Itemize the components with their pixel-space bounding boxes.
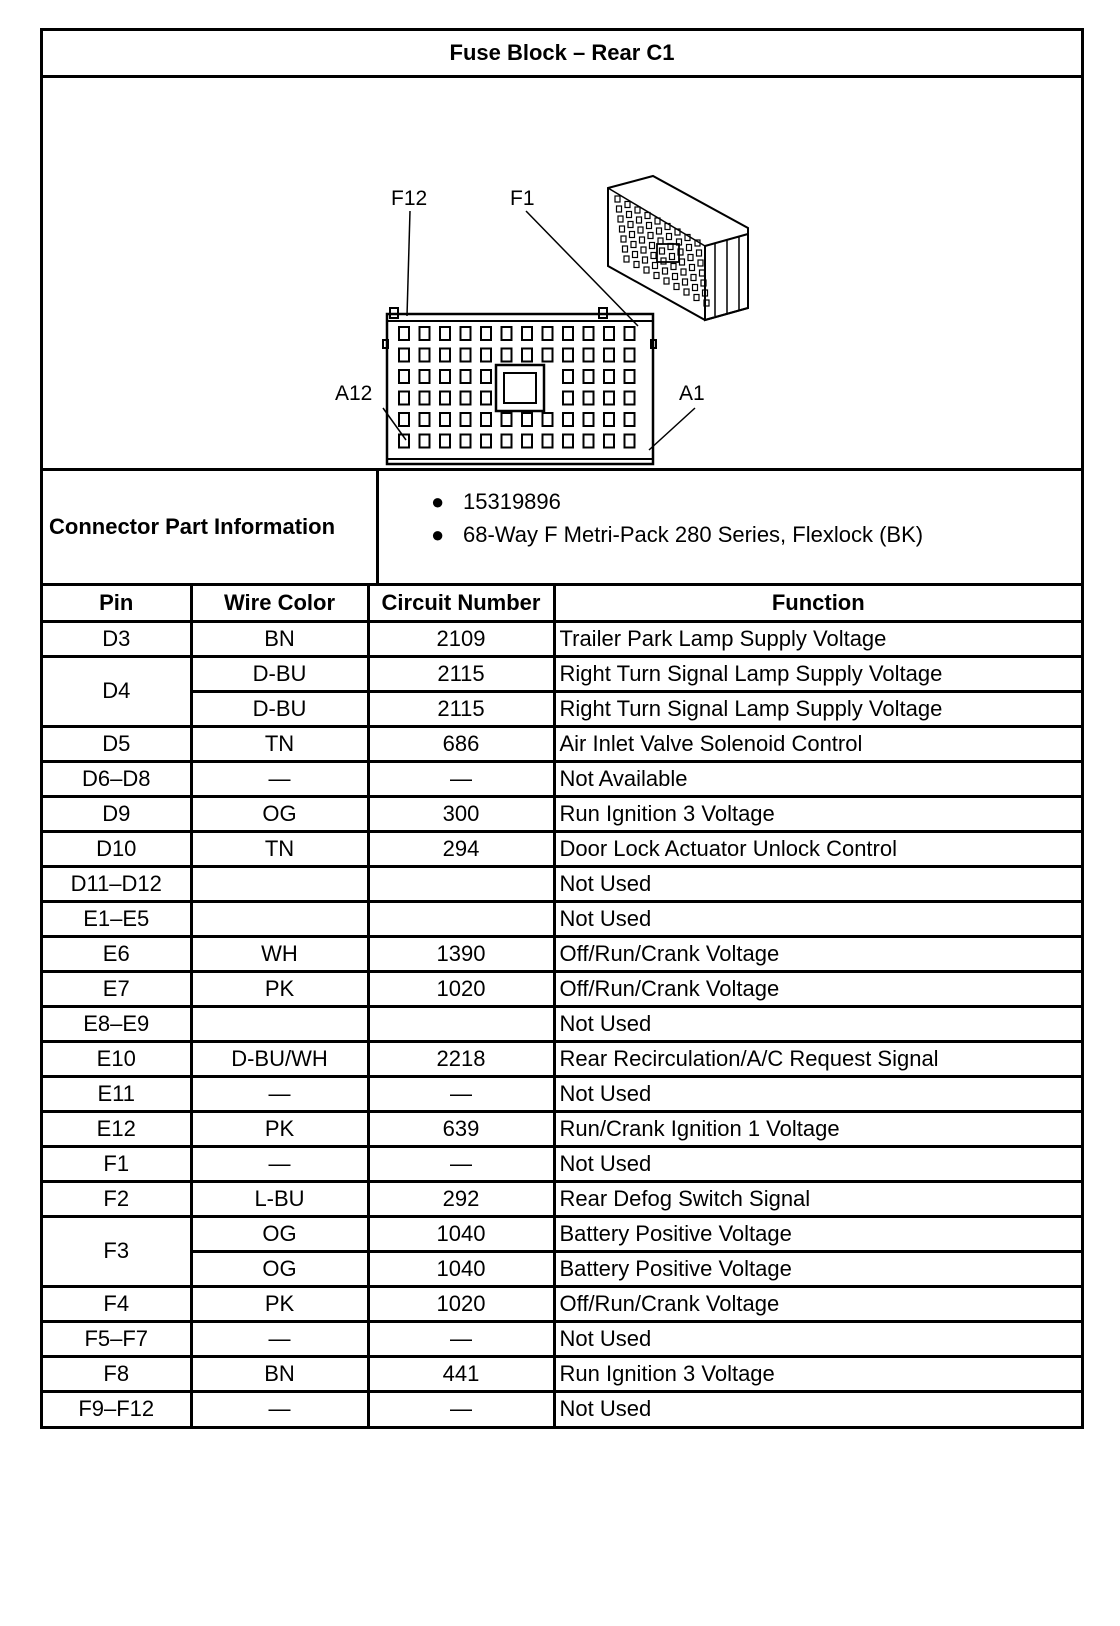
fuse-block-sheet: [40, 28, 1084, 1429]
terminal-cavity: [420, 435, 430, 448]
circuit-number-cell: 1040: [368, 1251, 554, 1286]
iso-cavity: [693, 285, 698, 291]
wire-color-cell: D-BU/WH: [191, 1041, 368, 1076]
iso-cavity: [618, 216, 623, 222]
terminal-cavity: [420, 370, 430, 383]
terminal-cavity: [481, 327, 491, 340]
terminal-cavity: [543, 435, 553, 448]
terminal-cavity: [481, 413, 491, 426]
iso-cavity: [625, 202, 630, 208]
circuit-number-cell: 1390: [368, 936, 554, 971]
terminal-cavity: [461, 370, 471, 383]
terminal-cavity: [543, 349, 553, 362]
table-row: [43, 1391, 1081, 1426]
wire-color-cell: PK: [191, 1111, 368, 1146]
function-cell: Not Used: [554, 866, 1081, 901]
table-row: [43, 866, 1081, 901]
iso-cavity: [688, 255, 693, 261]
terminal-cavity: [502, 349, 512, 362]
label-a12: A12: [335, 382, 373, 405]
pin-cell: F3: [43, 1216, 191, 1286]
connector-diagram: [43, 78, 1081, 471]
function-cell: Run Ignition 3 Voltage: [554, 796, 1081, 831]
terminal-cavity: [625, 370, 635, 383]
terminal-cavity: [625, 392, 635, 405]
terminal-cavity: [420, 392, 430, 405]
wire-color-cell: —: [191, 1391, 368, 1426]
terminal-cavity: [584, 392, 594, 405]
function-cell: Rear Recirculation/A/C Request Signal: [554, 1041, 1081, 1076]
leader-f1: [526, 211, 638, 326]
iso-cavity: [631, 242, 636, 248]
pin-cell: F8: [43, 1356, 191, 1391]
table-row: [43, 1041, 1081, 1076]
function-cell: Not Used: [554, 1006, 1081, 1041]
pin-cell: F9–F12: [43, 1391, 191, 1426]
pin-cell: E6: [43, 936, 191, 971]
terminal-cavity: [440, 435, 450, 448]
pin-cell: D4: [43, 656, 191, 726]
iso-cavity: [687, 245, 692, 251]
terminal-cavity: [399, 413, 409, 426]
terminal-cavity: [481, 370, 491, 383]
iso-cavity: [660, 248, 665, 254]
terminal-cavity: [584, 349, 594, 362]
function-cell: Off/Run/Crank Voltage: [554, 971, 1081, 1006]
terminal-cavity: [604, 435, 614, 448]
terminal-cavity: [563, 370, 573, 383]
connector-info-item: ● 68-Way F Metri-Pack 280 Series, Flexlock (BK): [431, 521, 924, 547]
terminal-cavity: [584, 413, 594, 426]
bullet-icon: ●: [431, 521, 445, 547]
circuit-number-cell: —: [368, 1076, 554, 1111]
terminal-cavity: [625, 413, 635, 426]
table-row: [43, 1356, 1081, 1391]
circuit-number-cell: [368, 1006, 554, 1041]
terminal-cavity: [502, 435, 512, 448]
terminal-cavity: [543, 327, 553, 340]
iso-cavity: [700, 270, 705, 276]
wire-color-cell: BN: [191, 621, 368, 656]
function-cell: Air Inlet Valve Solenoid Control: [554, 726, 1081, 761]
wire-color-cell: [191, 1006, 368, 1041]
pin-cell: E1–E5: [43, 901, 191, 936]
table-row: [43, 971, 1081, 1006]
circuit-number-cell: 2109: [368, 621, 554, 656]
circuit-number-cell: —: [368, 761, 554, 796]
wire-color-cell: TN: [191, 831, 368, 866]
function-cell: Off/Run/Crank Voltage: [554, 1286, 1081, 1321]
function-cell: Door Lock Actuator Unlock Control: [554, 831, 1081, 866]
terminal-cavity: [563, 392, 573, 405]
iso-cavity: [635, 207, 640, 213]
iso-cavity: [651, 253, 656, 259]
pin-cell: E12: [43, 1111, 191, 1146]
iso-cavity: [640, 237, 645, 243]
terminal-cavity: [481, 349, 491, 362]
iso-cavity: [674, 284, 679, 290]
iso-cavity: [657, 228, 662, 234]
function-cell: Right Turn Signal Lamp Supply Voltage: [554, 691, 1081, 726]
table-row: [43, 1006, 1081, 1041]
terminal-cavity: [604, 349, 614, 362]
circuit-number-cell: 1020: [368, 971, 554, 1006]
circuit-number-cell: 2218: [368, 1041, 554, 1076]
table-row: [43, 831, 1081, 866]
terminal-cavity: [563, 435, 573, 448]
circuit-number-cell: 441: [368, 1356, 554, 1391]
circuit-number-cell: —: [368, 1391, 554, 1426]
iso-cavity: [644, 267, 649, 273]
pin-cell: D9: [43, 796, 191, 831]
table-row: [43, 1216, 1081, 1251]
terminal-cavity: [440, 413, 450, 426]
label-f12: F12: [391, 187, 428, 210]
label-a1: A1: [679, 382, 705, 405]
iso-cavity: [691, 275, 696, 281]
pin-cell: D11–D12: [43, 866, 191, 901]
table-row: [43, 796, 1081, 831]
circuit-number-cell: 1020: [368, 1286, 554, 1321]
terminal-cavity: [563, 349, 573, 362]
iso-cavity: [648, 233, 653, 239]
wire-color-cell: OG: [191, 796, 368, 831]
iso-cavity: [623, 246, 628, 252]
iso-cavity: [690, 265, 695, 271]
function-cell: Off/Run/Crank Voltage: [554, 936, 1081, 971]
terminal-cavity: [584, 435, 594, 448]
header-wire-color: Wire Color: [191, 586, 368, 621]
terminal-cavity: [604, 413, 614, 426]
iso-cavity: [647, 223, 652, 229]
wire-color-cell: PK: [191, 1286, 368, 1321]
connector-info-label: Connector Part Information: [43, 471, 379, 583]
pin-cell: F5–F7: [43, 1321, 191, 1356]
circuit-number-cell: 292: [368, 1181, 554, 1216]
terminal-cavity: [625, 349, 635, 362]
iso-cavity: [633, 252, 638, 258]
iso-cavity: [680, 259, 685, 265]
terminal-cavity: [522, 435, 532, 448]
circuit-number-cell: —: [368, 1146, 554, 1181]
iso-cavity: [630, 232, 635, 238]
iso-cavity: [667, 234, 672, 240]
iso-cavity: [670, 254, 675, 260]
function-cell: Not Used: [554, 901, 1081, 936]
function-cell: Rear Defog Switch Signal: [554, 1181, 1081, 1216]
table-row: [43, 656, 1081, 691]
table-row: [43, 726, 1081, 761]
terminal-cavity: [584, 327, 594, 340]
iso-cavity: [641, 247, 646, 253]
wire-color-cell: OG: [191, 1216, 368, 1251]
iso-cavity: [654, 273, 659, 279]
table-row: [43, 1321, 1081, 1356]
iso-cavity: [624, 256, 629, 262]
table-row: [43, 1286, 1081, 1321]
table-row: [43, 901, 1081, 936]
function-cell: Not Available: [554, 761, 1081, 796]
terminal-cavity: [461, 392, 471, 405]
iso-cavity: [671, 264, 676, 270]
terminal-cavity: [440, 370, 450, 383]
table-row: [43, 621, 1081, 656]
terminal-cavity: [604, 370, 614, 383]
terminal-cavity: [522, 327, 532, 340]
circuit-number-cell: 639: [368, 1111, 554, 1146]
function-cell: Battery Positive Voltage: [554, 1251, 1081, 1286]
wire-color-cell: WH: [191, 936, 368, 971]
iso-cavity: [684, 289, 689, 295]
terminal-cavity: [604, 392, 614, 405]
circuit-number-cell: 294: [368, 831, 554, 866]
connector-info-list: [379, 485, 1081, 551]
function-cell: Battery Positive Voltage: [554, 1216, 1081, 1251]
circuit-number-cell: 686: [368, 726, 554, 761]
table-header-row: [43, 586, 1081, 621]
pin-cell: E7: [43, 971, 191, 1006]
wire-color-cell: —: [191, 1146, 368, 1181]
terminal-cavity: [461, 349, 471, 362]
terminal-cavity: [625, 327, 635, 340]
iso-cavity: [643, 257, 648, 263]
wire-color-cell: L-BU: [191, 1181, 368, 1216]
terminal-cavity: [522, 349, 532, 362]
terminal-cavity: [420, 413, 430, 426]
iso-cavity: [628, 222, 633, 228]
pin-cell: E11: [43, 1076, 191, 1111]
terminal-cavity: [563, 327, 573, 340]
table-row: [43, 761, 1081, 796]
circuit-number-cell: [368, 901, 554, 936]
wire-color-cell: OG: [191, 1251, 368, 1286]
terminal-cavity: [481, 392, 491, 405]
iso-cavity: [653, 263, 658, 269]
terminal-cavity: [440, 327, 450, 340]
pin-cell: D5: [43, 726, 191, 761]
iso-cavity: [683, 279, 688, 285]
pin-cell: F2: [43, 1181, 191, 1216]
terminal-cavity: [399, 370, 409, 383]
header-pin: Pin: [43, 586, 191, 621]
terminal-cavity: [502, 413, 512, 426]
iso-cavity: [673, 274, 678, 280]
terminal-cavity: [584, 370, 594, 383]
circuit-number-cell: 2115: [368, 656, 554, 691]
wire-color-cell: TN: [191, 726, 368, 761]
wire-color-cell: [191, 901, 368, 936]
pin-cell: F4: [43, 1286, 191, 1321]
iso-cavity: [627, 212, 632, 218]
pin-cell: E10: [43, 1041, 191, 1076]
iso-cavity: [681, 269, 686, 275]
iso-cavity: [661, 258, 666, 264]
terminal-cavity: [440, 392, 450, 405]
pin-cell: D6–D8: [43, 761, 191, 796]
terminal-cavity: [543, 413, 553, 426]
pin-cell: E8–E9: [43, 1006, 191, 1041]
table-row: [43, 1076, 1081, 1111]
terminal-cavity: [522, 413, 532, 426]
bullet-icon: ●: [431, 488, 445, 514]
iso-cavity: [650, 243, 655, 249]
terminal-cavity: [440, 349, 450, 362]
iso-cavity: [694, 295, 699, 301]
terminal-cavity: [625, 435, 635, 448]
iso-cavity: [620, 226, 625, 232]
circuit-number-cell: 2115: [368, 691, 554, 726]
label-f1: F1: [510, 187, 535, 210]
wire-color-cell: —: [191, 1321, 368, 1356]
function-cell: Right Turn Signal Lamp Supply Voltage: [554, 656, 1081, 691]
terminal-cavity: [399, 349, 409, 362]
leader-f12: [407, 211, 410, 316]
table-row: [43, 936, 1081, 971]
function-cell: Run Ignition 3 Voltage: [554, 1356, 1081, 1391]
connector-face-drawing: [43, 78, 1081, 468]
function-cell: Not Used: [554, 1391, 1081, 1426]
pinout-table: [43, 586, 1081, 1426]
wire-color-cell: [191, 866, 368, 901]
terminal-cavity: [604, 327, 614, 340]
iso-cavity: [698, 260, 703, 266]
circuit-number-cell: 1040: [368, 1216, 554, 1251]
pin-cell: D3: [43, 621, 191, 656]
iso-cavity: [664, 278, 669, 284]
side-tab-left: [383, 340, 388, 348]
wire-color-cell: —: [191, 761, 368, 796]
terminal-cavity: [420, 327, 430, 340]
circuit-number-cell: —: [368, 1321, 554, 1356]
center-key-inner: [504, 373, 536, 403]
wire-color-cell: PK: [191, 971, 368, 1006]
terminal-cavity: [502, 327, 512, 340]
terminal-cavity: [461, 435, 471, 448]
terminal-cavity: [563, 413, 573, 426]
pin-cell: F1: [43, 1146, 191, 1181]
wire-color-cell: —: [191, 1076, 368, 1111]
terminal-cavity: [461, 413, 471, 426]
wire-color-cell: D-BU: [191, 656, 368, 691]
table-row: [43, 1146, 1081, 1181]
wire-color-cell: D-BU: [191, 691, 368, 726]
function-cell: Run/Crank Ignition 1 Voltage: [554, 1111, 1081, 1146]
connector-info-item: ● 15319896: [431, 488, 561, 514]
header-circuit-number: Circuit Number: [368, 586, 554, 621]
iso-cavity: [638, 227, 643, 233]
connector-part-info: [43, 471, 1081, 586]
terminal-cavity: [481, 435, 491, 448]
terminal-cavity: [399, 392, 409, 405]
function-cell: Trailer Park Lamp Supply Voltage: [554, 621, 1081, 656]
iso-cavity: [621, 236, 626, 242]
iso-cavity: [617, 206, 622, 212]
function-cell: Not Used: [554, 1146, 1081, 1181]
table-row: [43, 691, 1081, 726]
function-cell: Not Used: [554, 1076, 1081, 1111]
page-title: Fuse Block – Rear C1: [43, 31, 1081, 78]
terminal-cavity: [399, 327, 409, 340]
iso-cavity: [637, 217, 642, 223]
iso-cavity: [697, 250, 702, 256]
circuit-number-cell: [368, 866, 554, 901]
iso-cavity: [663, 268, 668, 274]
function-cell: Not Used: [554, 1321, 1081, 1356]
circuit-number-cell: 300: [368, 796, 554, 831]
table-row: [43, 1111, 1081, 1146]
iso-cavity: [634, 262, 639, 268]
header-function: Function: [554, 586, 1081, 621]
table-row: [43, 1181, 1081, 1216]
leader-a1: [649, 408, 695, 450]
terminal-cavity: [461, 327, 471, 340]
wire-color-cell: BN: [191, 1356, 368, 1391]
pin-cell: D10: [43, 831, 191, 866]
terminal-cavity: [420, 349, 430, 362]
table-row: [43, 1251, 1081, 1286]
iso-cavity: [615, 196, 620, 202]
